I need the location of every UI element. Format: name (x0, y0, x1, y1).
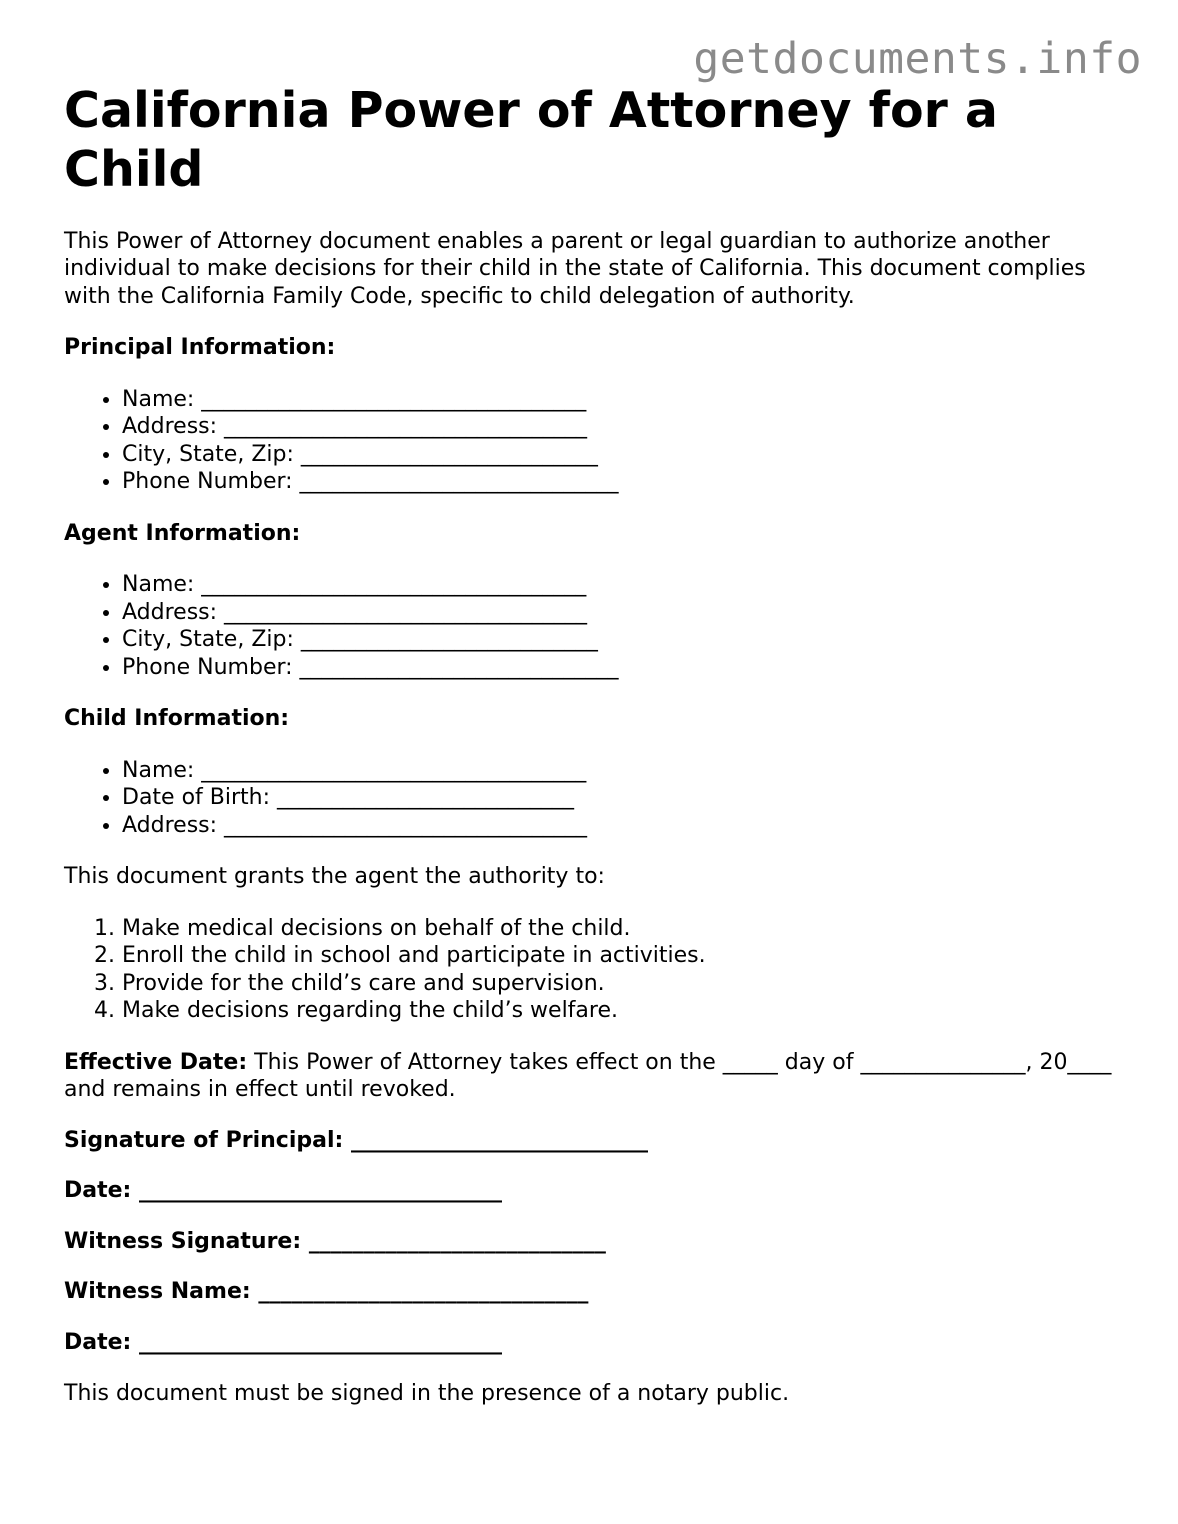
child-name-field[interactable]: • Name: ___________________________________ (122, 757, 1124, 785)
child-address-field[interactable]: • Address: _________________________________ (122, 812, 1124, 840)
principal-heading: Principal Information: (64, 335, 336, 361)
date-label-2: Date: (64, 1329, 132, 1355)
witness-name-blank: ______________________________ (250, 1279, 589, 1305)
date-blank-1: _________________________________ (131, 1178, 503, 1204)
witness-signature-blank: ___________________________ (301, 1228, 606, 1254)
intro-paragraph: This Power of Attorney document enables a parent or legal guardian to authorize another individual to make decisions for their child in the state of California. This document complies with the California Family Code, specific to child delegation of authority. (64, 228, 1086, 309)
authority-item: 4. Make decisions regarding the child’s welfare. (122, 997, 1124, 1025)
principal-signature-line[interactable] (64, 1127, 1124, 1155)
date-label-1: Date: (64, 1178, 132, 1204)
authority-item: 2. Enroll the child in school and participate in activities. (122, 942, 1124, 970)
child-dob-field[interactable]: • Date of Birth: ___________________________ (122, 784, 1124, 812)
date-line-1[interactable] (64, 1177, 1124, 1205)
child-heading: Child Information: (64, 706, 290, 732)
date-blank-2: _________________________________ (131, 1329, 503, 1355)
agent-phone-field[interactable]: • Phone Number: _____________________________ (122, 654, 1124, 682)
principal-city-field[interactable]: • City, State, Zip: ___________________________ (122, 441, 1124, 469)
witness-signature-label: Witness Signature: (64, 1228, 302, 1254)
witness-name-label: Witness Name: (64, 1279, 251, 1305)
authority-list (64, 915, 1124, 1025)
effective-date-label: Effective Date: (64, 1049, 248, 1075)
document-page (64, 82, 1124, 1408)
principal-name-field[interactable]: • Name: ___________________________________ (122, 386, 1124, 414)
principal-address-field[interactable]: • Address: _________________________________ (122, 413, 1124, 441)
agent-city-field[interactable]: • City, State, Zip: ___________________________ (122, 626, 1124, 654)
date-line-2[interactable] (64, 1329, 1124, 1357)
watermark: getdocuments.info (693, 34, 1142, 84)
notary-note: This document must be signed in the presence of a notary public. (64, 1381, 790, 1407)
agent-name-field[interactable]: • Name: ___________________________________ (122, 571, 1124, 599)
effective-date-text: This Power of Attorney takes effect on the _____ day of _______________, 20____ and remains in effect until revoked. (64, 1049, 1112, 1103)
agent-address-field[interactable]: • Address: _________________________________ (122, 599, 1124, 627)
witness-signature-line[interactable] (64, 1228, 1124, 1256)
authority-item: 3. Provide for the child’s care and supervision. (122, 970, 1124, 998)
witness-name-line[interactable] (64, 1278, 1124, 1306)
authority-intro: This document grants the agent the authority to: (64, 864, 605, 890)
principal-phone-field[interactable]: • Phone Number: _____________________________ (122, 468, 1124, 496)
authority-item: 1. Make medical decisions on behalf of the child. (122, 915, 1124, 943)
child-list (64, 757, 1124, 840)
principal-list (64, 386, 1124, 496)
effective-date-paragraph[interactable] (64, 1049, 1124, 1104)
principal-signature-label: Signature of Principal: (64, 1127, 344, 1153)
principal-signature-blank: ___________________________ (343, 1127, 648, 1153)
page-title: California Power of Attorney for a Child (64, 82, 998, 198)
agent-heading: Agent Information: (64, 520, 301, 546)
agent-list (64, 571, 1124, 681)
